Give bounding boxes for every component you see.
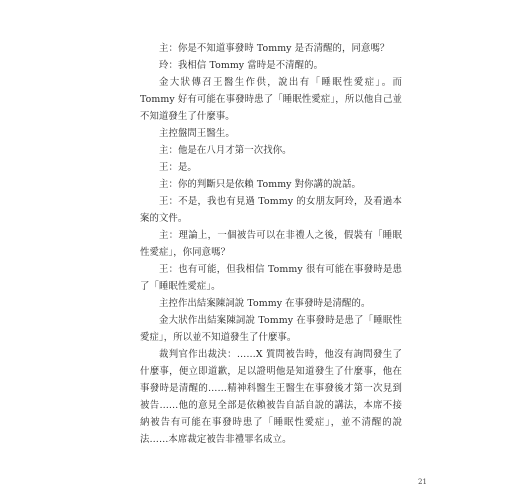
paragraph-12: 金大狀作出結案陳詞說 Tommy 在事發時是患了「睡眠性愛症」，所以並不知道發生了什麼事。 (140, 315, 402, 343)
paragraph-10: 王：也有可能，但我相信 Tommy 很有可能在事發時是患了「睡眠性愛症」。 (140, 264, 402, 292)
paragraph-7: 主：你的判斷只是依賴 Tommy 對你講的說話。 (159, 179, 361, 190)
paragraph-3: 金大狀傳召王醫生作供，說出有「睡眠性愛症」。而 Tommy 好有可能在事發時患了「睡眠性愛症」，所以他自己並不知道發生了什麼事。 (140, 77, 402, 122)
paragraph-4: 主控盤問王醫生。 (159, 128, 235, 139)
paragraph-2: 玲：我相信 Tommy 當時是不清醒的。 (159, 60, 324, 71)
paragraph-9: 主：理論上，一個被告可以在非禮人之後，假裝有「睡眠性愛症」，你同意嗎？ (140, 230, 402, 258)
paragraph-8: 王：不是，我也有見過 Tommy 的女朋友阿玲，及看過本案的文件。 (140, 196, 402, 224)
paragraph-6: 王：是。 (159, 162, 197, 173)
paragraph-1: 主：你是不知道事發時 Tommy 是否清醒的，同意嗎？ (159, 43, 390, 54)
page-number: 21 (418, 478, 427, 486)
paragraph-11: 主控作出結案陳詞說 Tommy 在事發時是清醒的。 (159, 298, 371, 309)
paragraph-13: 裁判官作出裁決：……X 質問被告時，他沒有詢問發生了什麼事，便立即道歉，足以證明他是知道發生了什麼事，他在事發時是清醒的……精神科醫生王醫生在事發後才第一次見到被告……他的意見全部是依賴被告自話自說的講法，本席不接納被告有可能在事發時患了「睡眠性愛症」，並不清醒的說法……本席裁定被告非禮罪名成立。 (140, 349, 402, 445)
paragraph-5: 主：他是在八月才第一次找你。 (159, 145, 292, 156)
body-text (140, 40, 402, 448)
